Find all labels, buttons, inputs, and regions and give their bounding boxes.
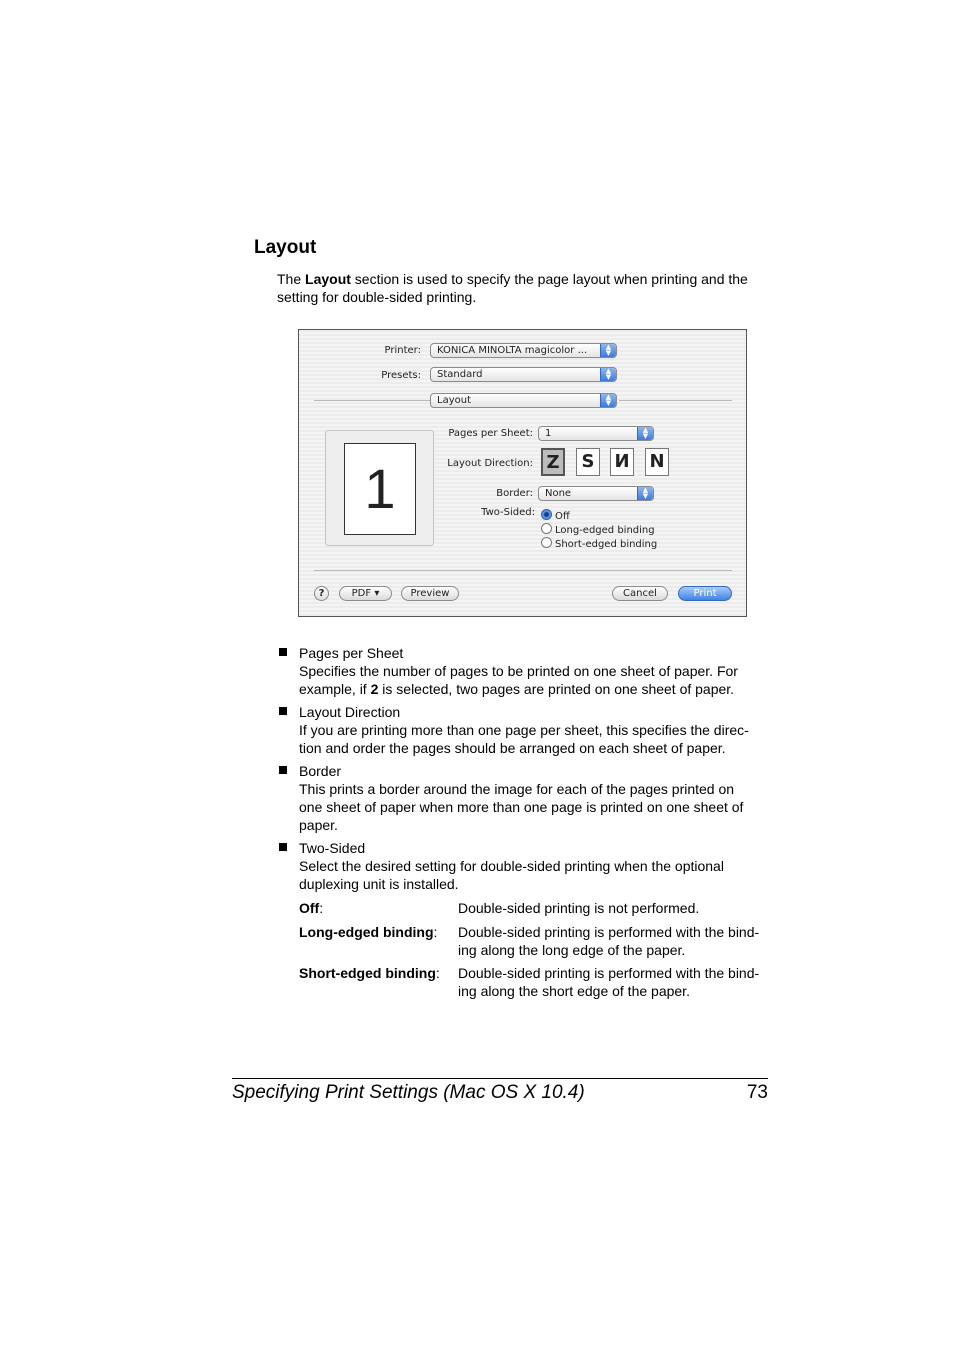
definition-description: Double-sided printing is not performed. [458,900,700,916]
radio-selected-icon [541,509,552,520]
cancel-button[interactable]: Cancel [612,586,668,601]
printer-label: Printer: [384,345,421,356]
page-number: 73 [746,1082,768,1103]
radio-icon [541,537,552,548]
two-sided-short-edge-radio[interactable]: Short-edged binding [541,537,657,550]
border-popup[interactable] [538,486,654,501]
definition-term: Short-edged binding: [299,965,440,981]
popup-arrows-icon: ▲ ▼ [600,344,616,357]
bullet-icon [279,648,287,656]
footer-rule [232,1078,768,1079]
pages-per-sheet-value: 1 [545,428,552,439]
two-sided-long-edge-radio[interactable]: Long-edged binding [541,523,655,536]
popup-arrows-icon: ▲ ▼ [600,368,616,381]
popup-arrows-icon: ▲ ▼ [600,394,616,407]
bullet-icon [279,843,287,851]
definition-term: Long-edged binding: [299,924,438,940]
layout-direction-n-icon[interactable]: N [645,448,669,476]
presets-label: Presets: [381,370,421,381]
printer-popup[interactable] [430,343,617,358]
separator-right [619,400,732,401]
presets-value: Standard [437,369,483,380]
pages-per-sheet-label: Pages per Sheet: [448,428,533,439]
two-sided-label: Two-Sided: [481,507,535,518]
presets-popup[interactable] [430,367,617,382]
preview-button[interactable]: Preview [401,586,459,601]
radio-icon [541,523,552,534]
border-label: Border: [496,488,533,499]
layout-preview [325,430,434,546]
two-sided-off-radio[interactable]: Off [541,509,570,522]
layout-direction-z-icon[interactable]: Z [541,448,565,476]
bullet-icon [279,707,287,715]
layout-direction-label: Layout Direction: [447,458,533,469]
item-description: Select the desired setting for double-sided printing when the optional duplexing unit is installed. [299,858,724,892]
separator-bottom [314,570,732,571]
item-title: Pages per Sheet [299,645,404,661]
panel-popup[interactable] [430,393,617,408]
item-title: Border [299,763,342,779]
preview-page: 1 [344,443,416,535]
footer-title: Specifying Print Settings (Mac OS X 10.4) [232,1082,585,1103]
section-heading: Layout [254,237,317,258]
popup-arrows-icon: ▲ ▼ [637,427,653,440]
item-description: If you are printing more than one page per sheet, this specifies the direc- tion and order the pages should be arranged on each sheet of paper. [299,722,749,756]
layout-direction-s-icon[interactable]: S [576,448,600,476]
printer-value: KONICA MINOLTA magicolor ... [437,345,588,356]
popup-arrows-icon: ▲ ▼ [637,487,653,500]
definition-description: Double-sided printing is performed with the bind- ing along the short edge of the paper. [458,965,760,999]
separator-left [314,400,431,401]
print-dialog [298,329,747,617]
panel-value: Layout [437,395,471,406]
print-button[interactable]: Print [678,586,732,601]
item-title: Layout Direction [299,704,401,720]
layout-direction-reverse-n-icon[interactable]: И [610,448,634,476]
pdf-button[interactable]: PDF ▾ [339,586,392,601]
pages-per-sheet-popup[interactable] [538,426,654,441]
help-button[interactable]: ? [314,586,329,601]
definition-term: Off: [299,900,324,916]
intro-paragraph: The Layout section is used to specify the page layout when printing and the setting for double-sided printing. [277,271,748,305]
item-description: Specifies the number of pages to be printed on one sheet of paper. For example, if 2 is selected, two pages are printed on one sheet of paper. [299,663,738,697]
border-value: None [545,488,572,499]
bullet-icon [279,766,287,774]
definition-description: Double-sided printing is performed with the bind- ing along the long edge of the paper. [458,924,760,958]
item-title: Two-Sided [299,840,366,856]
item-description: This prints a border around the image for each of the pages printed on one sheet of paper when more than one page is printed on one sheet of paper. [299,781,744,833]
